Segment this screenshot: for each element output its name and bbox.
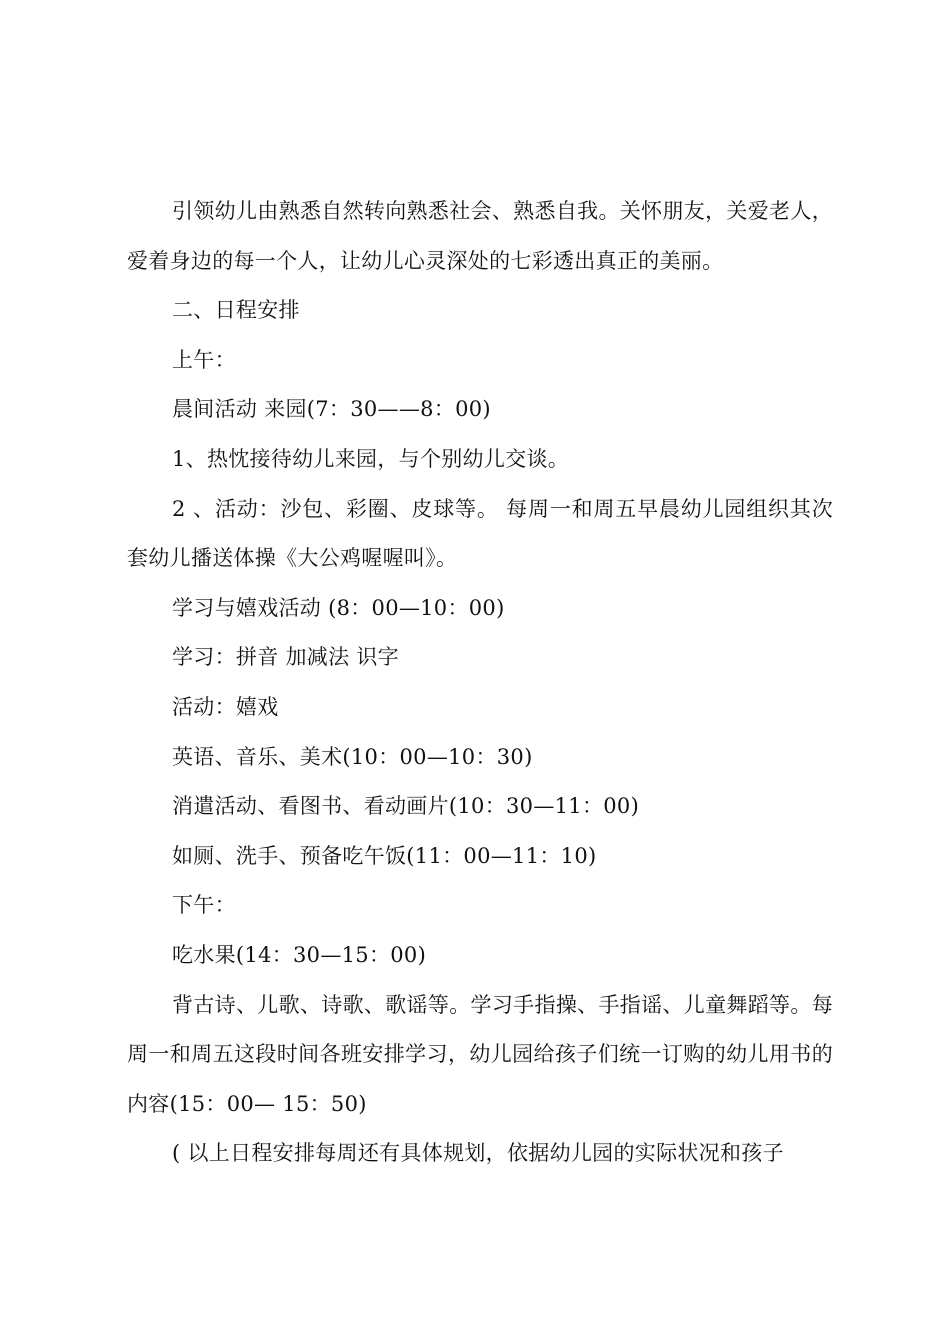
- schedule-item-study-play: 学习与嬉戏活动 (8：00—10：00): [172, 595, 505, 620]
- subheading-morning: 上午：: [172, 347, 236, 372]
- subheading-afternoon: 下午：: [172, 893, 236, 918]
- schedule-item-arts: 英语、音乐、美术(10：00—10：30): [172, 744, 533, 769]
- document-body: [127, 187, 833, 1179]
- list-item-activities: 2 、活动：沙包、彩圈、皮球等。 每周一和周五早晨幼儿园组织其次套幼儿播送体操《大公鸡喔喔叫》。: [127, 496, 833, 571]
- paragraph-poetry-study: 背古诗、儿歌、诗歌、歌谣等。学习手指操、手指谣、儿童舞蹈等。每周一和周五这段时间各班安排学习，幼儿园给孩子们统一订购的幼儿用书的内容(15：00— 15：50): [127, 992, 833, 1116]
- list-item-reception: 1、热忱接待幼儿来园，与个别幼儿交谈。: [172, 446, 570, 471]
- section-heading-schedule: 二、日程安排: [172, 298, 300, 323]
- schedule-item-leisure: 消遣活动、看图书、看动画片(10：30—11：00): [172, 794, 640, 819]
- schedule-item-fruit: 吃水果(14：30—15：00): [172, 942, 427, 967]
- paragraph-note: ( 以上日程安排每周还有具体规划，依据幼儿园的实际状况和孩子: [172, 1141, 784, 1166]
- schedule-item-play: 活动：嬉戏: [172, 694, 279, 719]
- schedule-item-lunch-prep: 如厕、洗手、预备吃午饭(11：00—11：10): [172, 843, 597, 868]
- schedule-item-study-topics: 学习：拼音 加减法 识字: [172, 645, 399, 670]
- paragraph-intro: 引领幼儿由熟悉自然转向熟悉社会、熟悉自我。关怀朋友，关爱老人，爱着身边的每一个人，让幼儿心灵深处的七彩透出真正的美丽。: [127, 199, 833, 273]
- schedule-item-arrival: 晨间活动 来园(7：30——8：00): [172, 397, 491, 422]
